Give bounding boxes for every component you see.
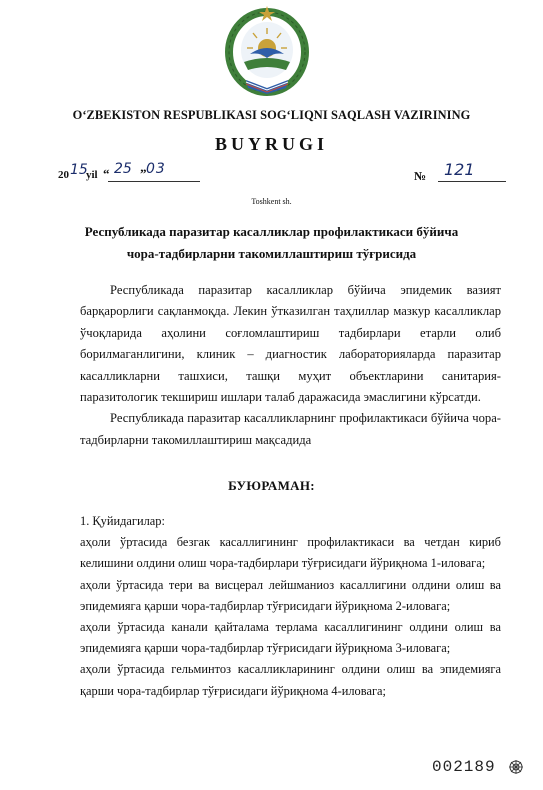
preamble-paragraph-2: Республикада паразитар касалликларнинг профилактикаси бўйича чора-тадбирларни такомиллаштириш мақсадида [80,411,501,447]
list-item: аҳоли ўртасида тери ва висцерал лейшманиоз касаллигини олдини олиш ва эпидемияга қарши чора-тадбирлар тўғрисидаги йўриқнома 2-иловага; [80,577,501,613]
preamble [80,280,501,451]
city-label: Toshkent sh. [251,197,292,206]
yil-label: yil [86,169,98,181]
quote-open: “ [103,166,110,181]
preamble-paragraph-1: Республикада паразитар касалликлар бўйича эпидемик вазият барқарорлиги сақланмоқда. Лекин ўтказилган таҳлиллар мазкур касалликлар ўчоқларида аҳолини соғломлаштириш тадбирлари етарли олиб борилмаганлигини, клиник – диагностик лабораторияларда паразитар касалликларни ташхиси, ташқи муҳит объектларини санитария-паразитологик текшириш ишлари талаб даражасида эмаслигини кўрсатди. [80,283,501,405]
subject-line-2: чора-тадбирларни такомиллаштириш тўғрисида [126,246,417,261]
number-handwritten: 121 [444,160,475,179]
command-heading: БУЮРАМАН: [228,478,315,493]
list-item: аҳоли ўртасида гельминтоз касалликларининг олдини олиш ва эпидемияга қарши чора-тадбирлар тўғрисидаги йўриқнома 4-иловага; [80,662,501,698]
order-items [80,511,501,702]
month-handwritten: 03 [146,161,166,177]
number-label: № [414,169,427,183]
state-emblem-icon [224,4,310,96]
order-title: BUYRUGI [214,134,328,154]
subject-line-1: Республикада паразитар касалликлар профилактикаси бўйича [84,224,459,239]
order-subject [40,221,503,265]
serial-number: 002189 [432,758,496,776]
date-underline [108,181,200,182]
item-1-heading: 1. Қуйидагилар: [80,514,165,528]
date-number-line [0,162,543,186]
year-handwritten: 15 [70,162,88,178]
list-item: аҳоли ўртасида канали қайталама терлама касаллигининг олдини олиш ва эпидемияга қарши чора-тадбирлар тўғрисидаги йўриқнома 3-иловага; [80,620,501,656]
ministry-heading: O‘ZBEKISTON RESPUBLIKASI SOG‘LIQNI SAQLASH VAZIRINING [72,108,471,122]
list-item: аҳоли ўртасида безгак касаллигининг профилактикаси ва четдан кириб келишини олдини олиш чора-тадбирлари тўғрисидаги йўриқнома 1-иловага; [80,535,501,571]
number-underline [438,181,506,182]
day-handwritten: 25 [114,161,132,177]
year-prefix: 20 [58,169,69,181]
quote-close: ” [140,166,147,181]
rosette-icon [508,759,524,775]
